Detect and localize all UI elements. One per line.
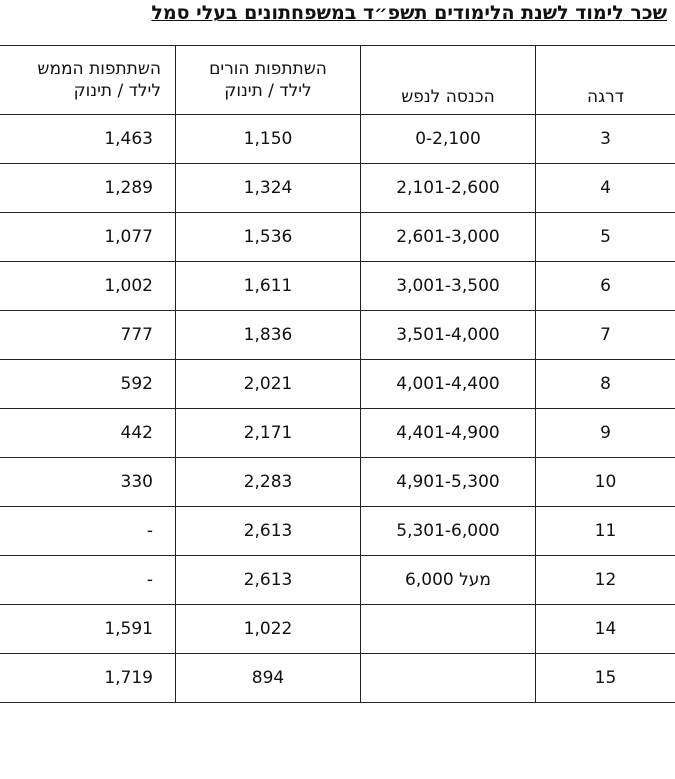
table-row bbox=[0, 507, 675, 556]
header-parent-line2: לילד / תינוק bbox=[224, 81, 312, 101]
parent-contribution-cell: 2,171 bbox=[176, 409, 361, 458]
state-contribution-cell: 442 bbox=[0, 409, 176, 458]
table-row bbox=[0, 115, 675, 164]
parent-contribution-cell: 1,536 bbox=[176, 213, 361, 262]
parent-contribution-cell: 2,613 bbox=[176, 507, 361, 556]
header-state-line1: השתתפות הממש bbox=[37, 59, 161, 79]
table-header-row bbox=[0, 46, 675, 115]
table-row bbox=[0, 605, 675, 654]
table-row bbox=[0, 360, 675, 409]
grade-cell: 5 bbox=[536, 213, 675, 262]
income-range-cell bbox=[361, 654, 536, 703]
header-income: הכנסה לנפש bbox=[361, 46, 536, 115]
parent-contribution-cell: 1,611 bbox=[176, 262, 361, 311]
state-contribution-cell: 1,289 bbox=[0, 164, 176, 213]
table-row bbox=[0, 164, 675, 213]
header-state-contribution bbox=[0, 46, 176, 115]
state-contribution-cell: 1,077 bbox=[0, 213, 176, 262]
tuition-table bbox=[0, 45, 675, 703]
header-parent-line1: השתתפות הורים bbox=[209, 59, 327, 79]
state-contribution-cell: 1,719 bbox=[0, 654, 176, 703]
header-parent-contribution bbox=[176, 46, 361, 115]
income-range-cell: 5,301-6,000 bbox=[361, 507, 536, 556]
income-range-cell: מעל 6,000 bbox=[361, 556, 536, 605]
parent-contribution-cell: 2,283 bbox=[176, 458, 361, 507]
state-contribution-cell: 1,002 bbox=[0, 262, 176, 311]
table-row bbox=[0, 409, 675, 458]
grade-cell: 7 bbox=[536, 311, 675, 360]
income-range-cell: 4,001-4,400 bbox=[361, 360, 536, 409]
table-row bbox=[0, 311, 675, 360]
table-row bbox=[0, 654, 675, 703]
state-contribution-cell: 1,591 bbox=[0, 605, 176, 654]
state-contribution-cell: - bbox=[0, 556, 176, 605]
grade-cell: 10 bbox=[536, 458, 675, 507]
table-row bbox=[0, 556, 675, 605]
state-contribution-cell: 330 bbox=[0, 458, 176, 507]
parent-contribution-cell: 1,836 bbox=[176, 311, 361, 360]
state-contribution-cell: - bbox=[0, 507, 176, 556]
state-contribution-cell: 1,463 bbox=[0, 115, 176, 164]
income-range-cell: 3,501-4,000 bbox=[361, 311, 536, 360]
table-row bbox=[0, 458, 675, 507]
state-contribution-cell: 777 bbox=[0, 311, 176, 360]
state-contribution-cell: 592 bbox=[0, 360, 176, 409]
income-range-cell: 2,101-2,600 bbox=[361, 164, 536, 213]
grade-cell: 3 bbox=[536, 115, 675, 164]
grade-cell: 11 bbox=[536, 507, 675, 556]
parent-contribution-cell: 1,022 bbox=[176, 605, 361, 654]
parent-contribution-cell: 1,324 bbox=[176, 164, 361, 213]
header-grade: דרגה bbox=[536, 46, 675, 115]
income-range-cell: 2,601-3,000 bbox=[361, 213, 536, 262]
parent-contribution-cell: 894 bbox=[176, 654, 361, 703]
income-range-cell bbox=[361, 605, 536, 654]
document-title: שכר לימוד לשנת הלימודים תשפ״ד במשפחתונים בעלי סמל bbox=[151, 2, 667, 24]
grade-cell: 15 bbox=[536, 654, 675, 703]
grade-cell: 9 bbox=[536, 409, 675, 458]
income-range-cell: 0-2,100 bbox=[361, 115, 536, 164]
table-row bbox=[0, 213, 675, 262]
grade-cell: 4 bbox=[536, 164, 675, 213]
parent-contribution-cell: 2,613 bbox=[176, 556, 361, 605]
header-state-line2: לילד / תינוק bbox=[73, 81, 161, 101]
table-row bbox=[0, 262, 675, 311]
grade-cell: 6 bbox=[536, 262, 675, 311]
parent-contribution-cell: 2,021 bbox=[176, 360, 361, 409]
income-range-cell: 4,901-5,300 bbox=[361, 458, 536, 507]
parent-contribution-cell: 1,150 bbox=[176, 115, 361, 164]
grade-cell: 8 bbox=[536, 360, 675, 409]
income-range-cell: 3,001-3,500 bbox=[361, 262, 536, 311]
income-range-cell: 4,401-4,900 bbox=[361, 409, 536, 458]
grade-cell: 14 bbox=[536, 605, 675, 654]
grade-cell: 12 bbox=[536, 556, 675, 605]
